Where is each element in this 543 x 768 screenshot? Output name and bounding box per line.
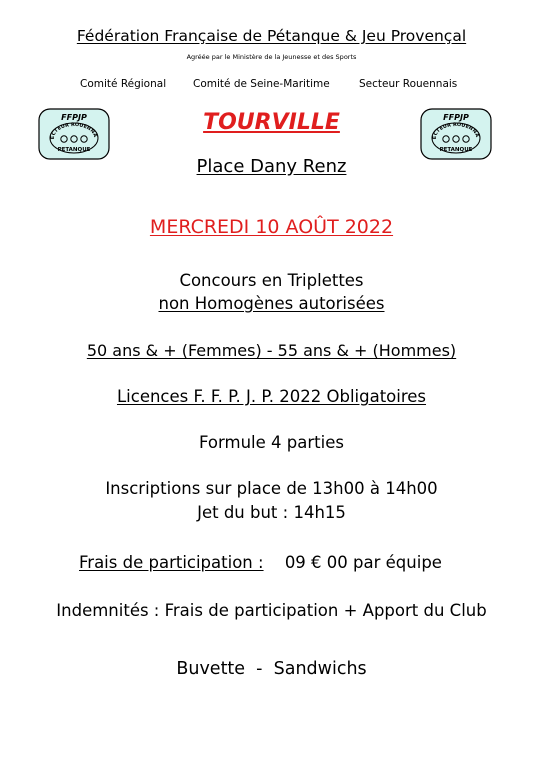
- fees-row: [79, 553, 442, 572]
- federation-title: Fédération Française de Pétanque & Jeu Provençal: [76, 27, 467, 45]
- committee-secteur-rouennais: Secteur Rouennais: [359, 78, 458, 90]
- fees-label: Frais de participation :: [79, 553, 264, 572]
- registration-hours: Inscriptions sur place de 13h00 à 14h00: [105, 479, 438, 498]
- refreshments-note: Buvette - Sandwichs: [176, 659, 367, 679]
- committee-regional: Comité Régional: [80, 78, 167, 90]
- indemnities-note: Indemnités : Frais de participation + Apport du Club: [56, 601, 487, 620]
- event-date: MERCREDI 10 AOÛT 2022: [149, 216, 394, 238]
- jet-du-but-time: Jet du but : 14h15: [197, 503, 346, 522]
- event-place: Place Dany Renz: [196, 156, 347, 177]
- logo-bottom-text: PETANQUE: [57, 147, 91, 153]
- logo-top-text: FFPJP: [61, 113, 87, 122]
- homogeneous-note: non Homogènes autorisées: [158, 294, 385, 313]
- logo-top-text: FFPJP: [443, 113, 469, 122]
- fees-value: 09 € 00 par équipe: [284, 553, 442, 572]
- committee-seine-maritime: Comité de Seine-Maritime: [193, 78, 330, 90]
- agreement-note: Agréée par le Ministère de la Jeunesse et des Sports: [186, 53, 357, 61]
- event-town: TOURVILLE: [203, 110, 340, 135]
- licences-note: Licences F. F. P. J. P. 2022 Obligatoires: [116, 387, 427, 406]
- logo-ring-text: ECTEUR ROUENNA: [431, 121, 481, 140]
- logo-ring-text: ECTEUR ROUENNA: [49, 121, 99, 140]
- logo-bottom-text: PETANQUE: [439, 147, 473, 153]
- age-categories: 50 ans & + (Femmes) - 55 ans & + (Hommes): [86, 341, 457, 360]
- game-format: Formule 4 parties: [199, 433, 344, 452]
- competition-type: Concours en Triplettes: [179, 271, 364, 290]
